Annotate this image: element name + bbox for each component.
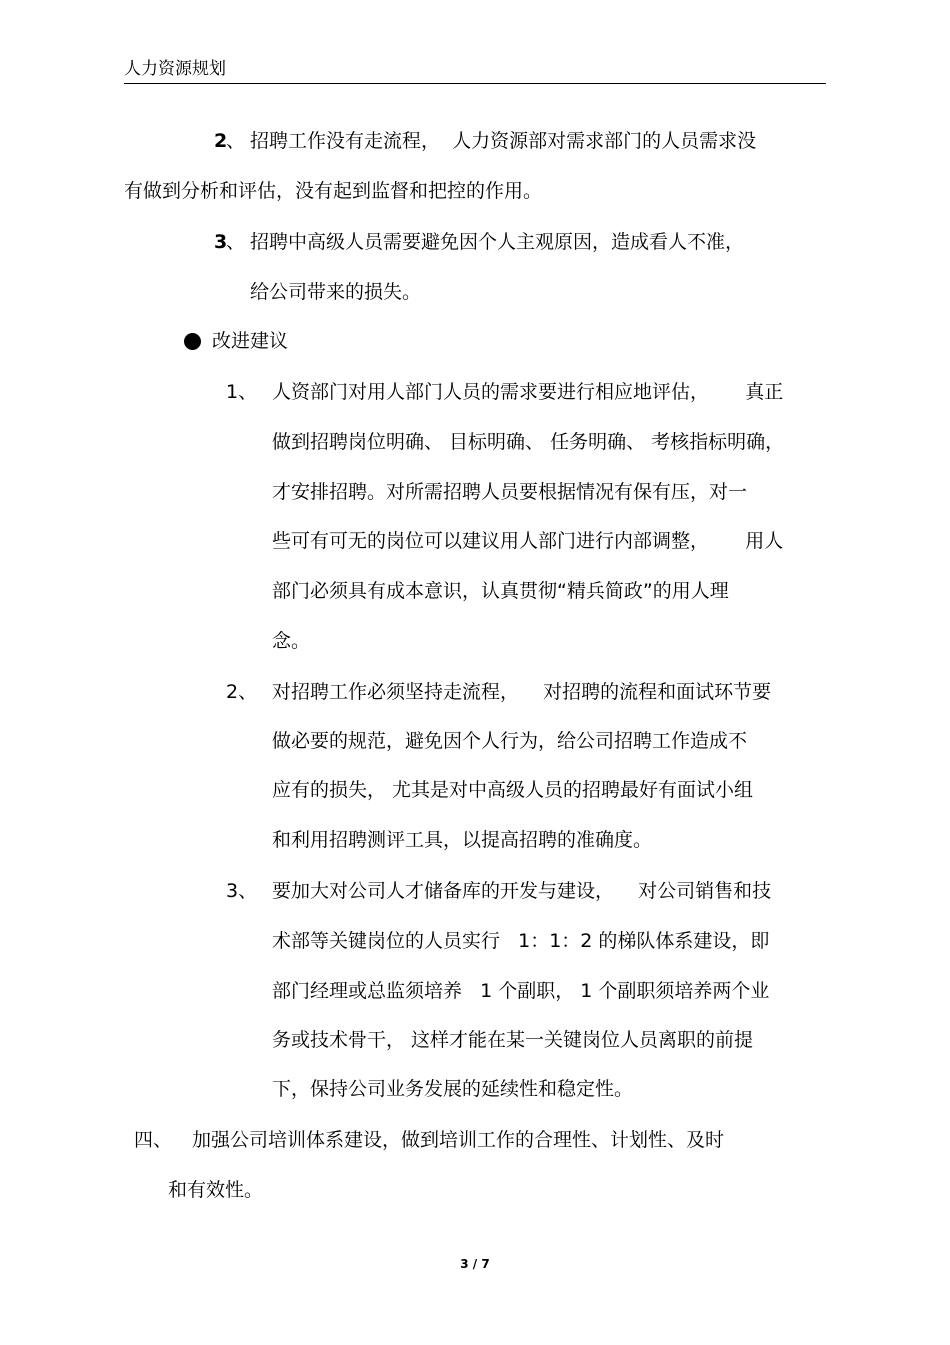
header-rule [124, 83, 826, 84]
item-number: 2、 [226, 681, 258, 703]
paragraph-line: 做到招聘岗位明确、 目标明确、 任务明确、 考核指标明确， [272, 431, 785, 453]
paragraph-line: 下，保持公司业务发展的延续性和稳定性。 [272, 1078, 634, 1100]
paragraph-line: 和利用招聘测评工具，以提高招聘的准确度。 [272, 829, 653, 851]
paragraph-line: 人资部门对用人部门人员的需求要进行相应地评估， 真正 [272, 381, 784, 403]
item-separator: 、 [226, 130, 246, 152]
header-title: 人力资源规划 [124, 59, 226, 79]
paragraph-line: 念。 [272, 630, 311, 652]
paragraph-line: 部门经理或总监须培养 1 个副职， 1 个副职须培养两个业 [272, 980, 770, 1002]
paragraph-line: 有做到分析和评估，没有起到监督和把控的作用。 [124, 180, 543, 202]
section-number: 四、 [134, 1129, 173, 1151]
item-separator: 、 [226, 231, 246, 253]
paragraph-line: 才安排招聘。对所需招聘人员要根据情况有保有压，对一 [272, 481, 748, 503]
paragraph-line: 要加大对公司人才储备库的开发与建设， 对公司销售和技 [272, 880, 772, 902]
paragraph-line: 和有效性。 [168, 1179, 264, 1201]
page-number: 3 / 7 [460, 1257, 490, 1271]
paragraph-line: 做必要的规范，避免因个人行为，给公司招聘工作造成不 [272, 730, 748, 752]
paragraph-line: 招聘工作没有走流程， 人力资源部对需求部门的人员需求没 [250, 130, 757, 152]
bullet-icon [184, 333, 201, 350]
item-number: 1、 [226, 381, 258, 403]
paragraph-line: 招聘中高级人员需要避免因个人主观原因，造成看人不准， [250, 231, 745, 253]
paragraph-line: 对招聘工作必须坚持走流程， 对招聘的流程和面试环节要 [272, 681, 772, 703]
paragraph-line: 应有的损失， 尤其是对中高级人员的招聘最好有面试小组 [272, 779, 754, 801]
paragraph-line: 部门必须具有成本意识，认真贯彻“精兵简政”的用人理 [272, 580, 729, 602]
paragraph-line: 术部等关键岗位的人员实行 1：1：2 的梯队体系建设，即 [272, 930, 770, 952]
paragraph-line: 些可有可无的岗位可以建议用人部门进行内部调整， 用人 [272, 530, 784, 552]
paragraph-line: 加强公司培训体系建设，做到培训工作的合理性、计划性、及时 [192, 1129, 725, 1151]
paragraph-line: 务或技术骨干， 这样才能在某一关键岗位人员离职的前提 [272, 1029, 754, 1051]
item-number: 3、 [226, 880, 258, 902]
section-heading: 改进建议 [212, 330, 289, 352]
paragraph-line: 给公司带来的损失。 [250, 281, 422, 303]
item-number: 2 [214, 130, 228, 152]
item-number: 3 [214, 231, 228, 253]
